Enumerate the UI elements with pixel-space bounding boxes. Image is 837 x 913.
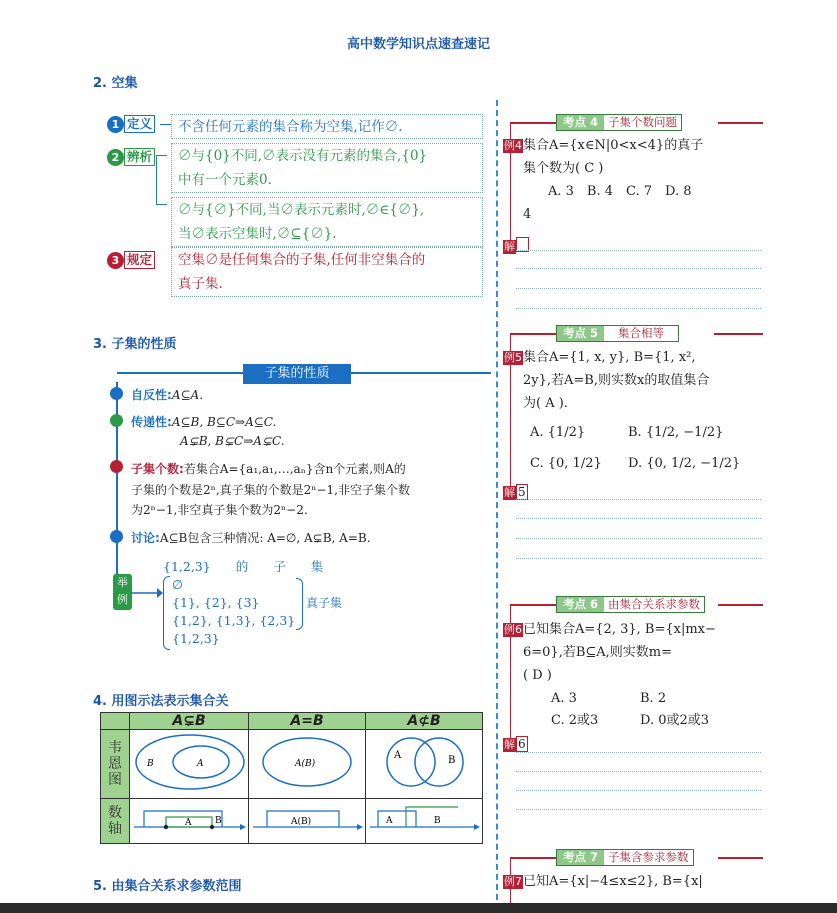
axis1-b: B — [215, 816, 222, 826]
axis3-b: B — [434, 816, 441, 826]
kd4-header: 考点 4 子集个数问题 — [556, 114, 682, 131]
number-2-badge: 2 — [107, 149, 124, 166]
example-items: ∅ {1}, {2}, {3} {1,2}, {1,3}, {2,3} {1,2,3} — [172, 577, 296, 646]
bottom-bar — [0, 903, 837, 913]
row-venn-label: 韦恩图 — [101, 730, 130, 799]
guiding-box: 空集∅是任何集合的子集,任何非空集合的 真子集. — [171, 247, 483, 297]
kd4-question: 例4集合A={x∈N|0<x<4}的真子 集个数为( C ) A. 3 B. 4 C. 7 D. 8 4 — [504, 138, 704, 222]
kd4-line-right — [718, 122, 763, 124]
kd5-header: 考点 5 集合相等 — [556, 325, 679, 342]
point-3: 子集个数:若集合A={a₁,a₁,…,aₙ}含n个元素,则A的 — [131, 462, 406, 476]
kd5-option-b: B. {1/2, −1/2} — [628, 425, 724, 440]
venn1-inner-label: A — [197, 759, 204, 769]
number-line-2 — [249, 799, 366, 844]
point-3-line2: 子集的个数是2ⁿ,真子集的个数是2ⁿ−1,非空子集个数 — [131, 483, 410, 497]
kd6-jie: 解 6 — [504, 737, 526, 751]
kd5-option-c: C. {0, 1/2} — [530, 456, 602, 471]
kd4-answer-line-4 — [516, 308, 761, 310]
kd5-answer-line-2 — [516, 518, 761, 520]
example-head: {1,2,3} 的 子 集 — [163, 559, 324, 574]
kd7-line-left — [510, 857, 562, 859]
example-brace-left — [163, 576, 170, 650]
kd6-answer-line-3 — [516, 790, 761, 792]
kd6-question: 例6已知集合A={2, 3}, B={x|mx− 6=0},若B⊆A,则实数m= ( D ) — [504, 622, 716, 683]
venn3-b-label: B — [448, 755, 456, 766]
kd5-question: 例5集合A={1, x, y}, B={1, x², 2y},若A=B,则实数x的取值集合 为( A ). — [504, 350, 710, 411]
kd5-answer-line-1 — [516, 499, 761, 501]
kd6-option-b: B. 2 — [640, 691, 667, 706]
points-vertical-line — [116, 382, 118, 582]
point-2: 传递性:A⊆B, B⊆C⇒A⊆C. — [131, 415, 277, 429]
kd4-jie: 解 — [503, 235, 529, 254]
kd5-option-d: D. {0, 1/2, −1/2} — [628, 456, 741, 471]
col-header-3: A⊄B — [366, 713, 483, 730]
banner-line-right — [351, 372, 491, 374]
definition-tag: 定义 — [124, 115, 155, 133]
axis2-label: A(B) — [291, 817, 312, 827]
kd5-line-left — [510, 333, 562, 335]
axis1-a: A — [185, 818, 192, 828]
venn-table — [100, 712, 483, 844]
number-3-badge: 3 — [107, 252, 124, 269]
venn-diagram-2 — [249, 730, 366, 799]
venn-diagram-1 — [130, 730, 249, 799]
kd5-jie: 解 5 — [504, 485, 526, 499]
point-3-line3: 为2ⁿ−1,非空真子集个数为2ⁿ−2. — [131, 503, 308, 517]
section5-heading: 5. 由集合关系求参数范围 — [93, 879, 242, 894]
section3-heading: 3. 子集的性质 — [93, 337, 177, 352]
guiding-tag: 规定 — [124, 251, 155, 269]
venn3-a-label: A — [394, 750, 402, 761]
example-tag-6: 例6 — [504, 623, 522, 636]
venn1-outer-label: B — [147, 759, 154, 769]
kd6-option-c: C. 2或3 — [551, 713, 599, 728]
kd7-line-right — [718, 857, 763, 859]
kd6-line-right — [718, 604, 763, 606]
point-1: 自反性:A⊆A. — [131, 388, 204, 402]
table-corner — [101, 713, 130, 730]
example-brace-right — [296, 578, 303, 630]
example-tag: 举例 — [113, 574, 132, 610]
bianxi-bracket — [156, 155, 167, 205]
venn-diagram-3 — [366, 730, 483, 799]
point-3-dot — [110, 460, 123, 473]
point-4: 讨论:A⊆B包含三种情况: A=∅, A⊊B, A=B. — [131, 531, 371, 545]
axis3-a: A — [386, 816, 393, 826]
kd4-line-left — [510, 122, 562, 124]
point-4-dot — [110, 530, 123, 543]
kd4-answer-line-2 — [516, 268, 761, 270]
kd6-header: 考点 6 由集合关系求参数 — [556, 596, 705, 613]
bianxi-box-1: ∅与{0}不同,∅表示没有元素的集合,{0} 中有一个元素0. — [171, 143, 483, 193]
banner-line-left — [117, 372, 243, 374]
subset-banner: 子集的性质 — [243, 364, 351, 384]
section2-heading: 2. 空集 — [93, 76, 138, 91]
column-divider — [496, 100, 498, 900]
kd5-answer-line-3 — [516, 538, 761, 540]
number-line-3 — [366, 799, 483, 844]
venn2-label: A(B) — [295, 759, 316, 769]
kd7-header: 考点 7 子集含参求参数 — [556, 849, 694, 866]
definition-box: 不含任何元素的集合称为空集,记作∅. — [171, 114, 483, 139]
page-title: 高中数学知识点速查速记 — [346, 37, 490, 52]
number-line-1 — [130, 799, 249, 844]
kd6-option-a: A. 3 — [551, 691, 577, 706]
row-axis-label: 数轴 — [101, 799, 130, 844]
kd6-line-left — [510, 604, 562, 606]
arrow-right-icon — [131, 586, 163, 600]
kd5-line-right — [714, 333, 763, 335]
number-1-badge: 1 — [107, 116, 124, 133]
kd6-answer-line-2 — [516, 771, 761, 773]
col-header-1: A⊊B — [130, 713, 249, 730]
example-tag-4: 例4 — [504, 139, 522, 152]
kd5-option-a: A. {1/2} — [530, 425, 586, 440]
point-1-dot — [110, 387, 123, 400]
kd6-option-d: D. 0或2或3 — [640, 713, 710, 728]
bianxi-tag: 辨析 — [124, 148, 155, 166]
proper-subset-label: 真子集 — [306, 596, 343, 610]
kd4-answer-line-1 — [516, 250, 761, 252]
section4-heading: 4. 用图示法表示集合关 — [93, 694, 229, 709]
kd7-question: 例7已知A={x|−4≤x≤2}, B={x| — [504, 874, 703, 889]
example-tag-5: 例5 — [504, 351, 522, 364]
col-header-2: A=B — [249, 713, 366, 730]
bianxi-box-2: ∅与{∅}不同,当∅表示元素时,∅∈{∅}, 当∅表示空集时,∅⊆{∅}. — [171, 197, 483, 247]
kd6-answer-line-4 — [516, 809, 761, 811]
kd6-answer-line-1 — [516, 752, 761, 754]
kd5-answer-line-4 — [516, 558, 761, 560]
kd4-answer-line-3 — [516, 288, 761, 290]
example-tag-7: 例7 — [504, 875, 522, 888]
point-2-line2: A⊊B, B⊊C⇒A⊊C. — [180, 434, 285, 448]
point-2-dot — [110, 414, 123, 427]
